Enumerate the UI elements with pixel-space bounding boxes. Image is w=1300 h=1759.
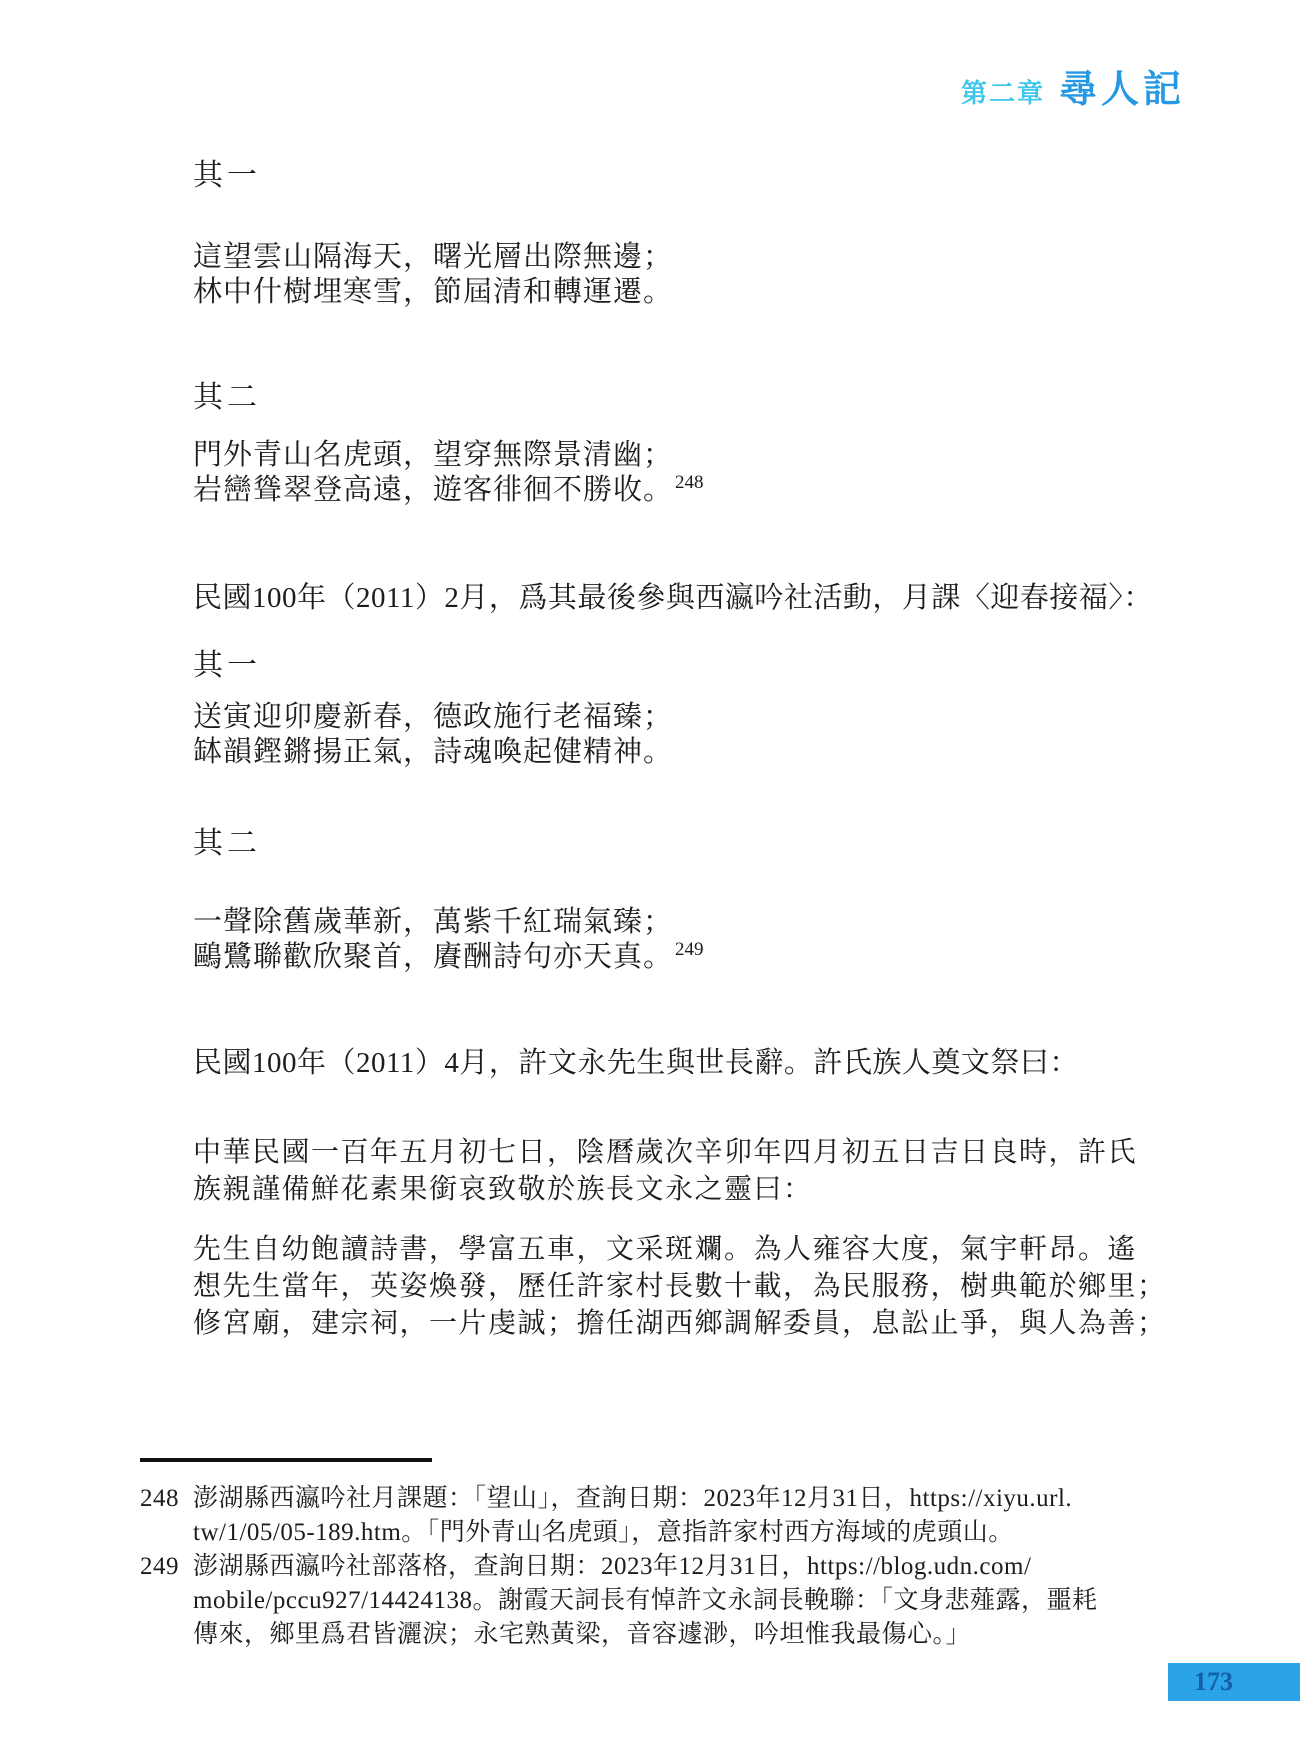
poem-4-line-1: 一聲除舊歲華新，萬紫千紅瑞氣臻； (193, 906, 674, 938)
footnote-ref-249: 249 (675, 939, 704, 961)
footnote-249-line-1: 澎湖縣西瀛吟社部落格，查詢日期：2023年12月31日，https://blog.udn.com/ (193, 1553, 1032, 1580)
eulogy-body (193, 1231, 1167, 1342)
paragraph-february: 民國100年（2011）2月，爲其最後參與西瀛吟社活動，月課〈迎春接福〉： (193, 582, 1153, 614)
poem-heading-second-1: 其一 (193, 649, 261, 682)
poem-1-line-1: 這望雲山隔海天，曙光層出際無邊； (193, 241, 674, 273)
footnote-249 (140, 1550, 1098, 1652)
footnote-divider (140, 1458, 432, 1462)
footnote-248-number: 248 (140, 1485, 179, 1512)
footnote-249-line-3: 傳來，鄉里爲君皆灑淚；永宅熟黃梁，音容遽渺，吟坦惟我最傷心。」 (193, 1621, 972, 1648)
page-number: 173 (1194, 1667, 1233, 1696)
poem-4-line-2: 鷗鷺聯歡欣聚首，賡酬詩句亦天真。 $^{249}$ (193, 939, 704, 973)
poem-3-line-1: 送寅迎卯慶新春，德政施行老福臻； (193, 701, 674, 733)
eulogy-intro-line-1: 中華民國一百年五月初七日，陰曆歲次辛卯年四月初五日吉日良時，許氏 (193, 1137, 1138, 1168)
poem-heading-first-2: 其二 (193, 381, 261, 414)
poem-3 (193, 700, 673, 770)
eulogy-intro-line-2: 族親謹備鮮花素果銜哀致敬於族長文永之靈曰： (193, 1174, 813, 1205)
poem-heading-first-1: 其一 (193, 159, 261, 192)
footnote-248-line-2: tw/1/05/05-189.htm。「門外青山名虎頭」，意指許家村西方海域的虎頭山。 (193, 1519, 1014, 1546)
eulogy-intro (193, 1134, 1137, 1208)
chapter-title: 尋人記 (1058, 69, 1185, 111)
poem-2-line-1: 門外青山名虎頭，望穿無際景清幽； (193, 439, 674, 471)
poem-4 (193, 905, 704, 975)
footnote-249-line-2: mobile/pccu927/14424138。謝霞天詞長有悼許文永詞長輓聯：「文身悲薤露，噩耗 (193, 1587, 1098, 1614)
footnote-248 (140, 1482, 1072, 1550)
footnote-248-line-1: 澎湖縣西瀛吟社月課題：「望山」，查詢日期：2023年12月31日，https://xiyu.url. (193, 1485, 1073, 1512)
poem-1 (193, 240, 673, 310)
poem-1-line-2: 林中什樹埋寒雪，節屆清和轉運遷。 (193, 276, 674, 308)
footnote-ref-248: 248 (675, 472, 704, 494)
page-number-box (1168, 1663, 1300, 1701)
paragraph-april: 民國100年（2011）4月，許文永先生與世長辭。許氏族人奠文祭曰： (193, 1047, 1079, 1079)
footnote-249-number: 249 (140, 1553, 179, 1580)
eulogy-body-line-2: 想先生當年，英姿煥發，歷任許家村長數十載，為民服務，樹典範於鄉里； (193, 1271, 1167, 1302)
eulogy-body-line-3: 修宮廟，建宗祠，一片虔誠；擔任湖西鄉調解委員，息訟止爭，與人為善； (193, 1308, 1167, 1339)
poem-2-line-2: 岩巒聳翠登高遠，遊客徘徊不勝收。 $^{248}$ (193, 472, 704, 506)
eulogy-body-line-1: 先生自幼飽讀詩書，學富五車，文采斑斕。為人雍容大度，氣宇軒昂。遙 (193, 1234, 1138, 1265)
poem-heading-second-2: 其二 (193, 827, 261, 860)
poem-3-line-2: 缽韻鏗鏘揚正氣，詩魂喚起健精神。 (193, 736, 674, 768)
poem-2 (193, 438, 704, 508)
chapter-header (961, 58, 1185, 113)
chapter-number-label: 第二章 (960, 79, 1045, 108)
